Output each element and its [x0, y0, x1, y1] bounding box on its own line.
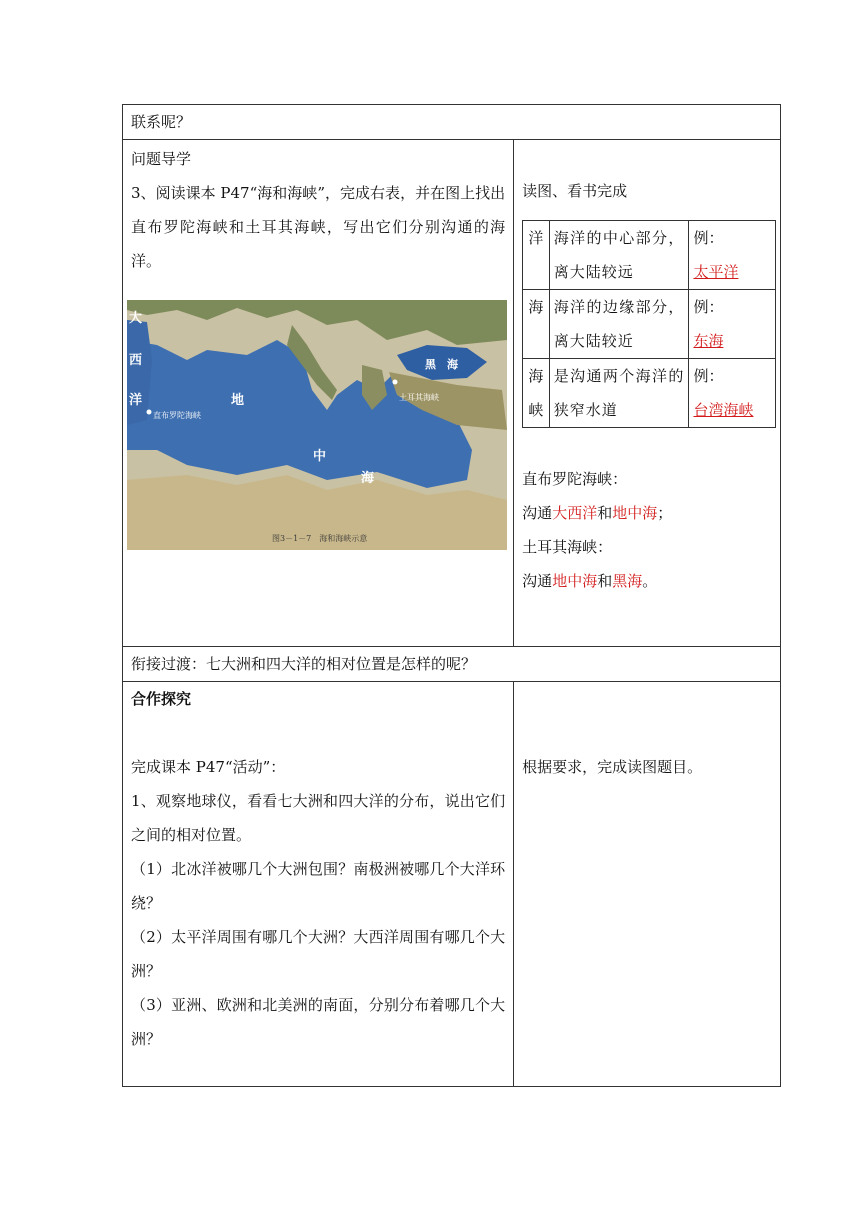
desc-cell: 海洋的中心部分，离大陆较远 [549, 221, 689, 290]
right-intro: 读图、看书完成 [522, 182, 628, 200]
map-label-hai: 海 [361, 471, 375, 486]
map-label-di: 地 [231, 393, 245, 408]
transition-text: 衔接过渡：七大洲和四大洋的相对位置是怎样的呢？ [131, 655, 477, 673]
section-heading: 问题导学 [131, 150, 192, 168]
term-cell: 洋 [523, 221, 550, 290]
transition-row [123, 647, 781, 682]
question-3-text: 3、阅读课本 P47“海和海峡”，完成右表，并在图上找出直布罗陀海峡和土耳其海峡，写出它们分别沟通的海洋。 [131, 184, 506, 270]
gibraltar-answer: 沟通大西洋和地中海； [522, 504, 673, 522]
map-label-black-sea: 黑 海 [425, 358, 458, 371]
question-1: 1、观察地球仪，看看七大洲和四大洋的分布，说出它们之间的相对位置。 [131, 792, 506, 844]
continued-text: 联系呢？ [131, 113, 192, 131]
example-cell [689, 290, 776, 359]
term-cell: 海 [523, 290, 550, 359]
answer-cell [514, 140, 781, 647]
example-answer: 东海 [693, 332, 724, 350]
section2-heading: 合作探究 [131, 690, 192, 708]
activity-right-text: 根据要求，完成读图题目。 [522, 758, 703, 776]
example-label: 例： [693, 229, 724, 247]
activity-intro: 完成课本 P47“活动”： [131, 758, 286, 776]
sea-terms-table [522, 220, 776, 428]
turkey-label: 土耳其海峡： [522, 538, 613, 556]
map-label-xi: 西 [129, 353, 143, 368]
map-label-da: 大 [129, 311, 143, 326]
desc-cell: 是沟通两个海洋的狭窄水道 [549, 359, 689, 428]
table-row [523, 221, 776, 290]
gibraltar-label: 直布罗陀海峡： [522, 470, 628, 488]
map-caption: 图3－1－7 海和海峡示意 [272, 534, 368, 543]
map-label-yang: 洋 [129, 393, 143, 408]
example-answer: 台湾海峡 [693, 401, 754, 419]
sea-strait-map [127, 300, 507, 550]
table-row [523, 290, 776, 359]
question-1b: （2）太平洋周围有哪几个大洲？大西洋周围有哪几个大洲？ [131, 928, 506, 980]
question-1a: （1）北冰洋被哪几个大洲包围？南极洲被哪几个大洋环绕？ [131, 860, 506, 912]
example-cell [689, 359, 776, 428]
continued-row [123, 105, 781, 140]
example-answer: 太平洋 [693, 263, 739, 281]
turkey-answer: 沟通地中海和黑海。 [522, 572, 658, 590]
question-guide-cell [123, 140, 514, 647]
cooperative-inquiry-cell [123, 682, 514, 1087]
map-label-turkey: 土耳其海峡 [399, 393, 439, 402]
term-cell: 海峡 [523, 359, 550, 428]
question-1c: （3）亚洲、欧洲和北美洲的南面，分别分布着哪几个大洲？ [131, 996, 506, 1048]
map-label-gibraltar: 直布罗陀海峡 [153, 411, 201, 420]
map-label-zhong: 中 [313, 449, 327, 464]
desc-cell: 海洋的边缘部分，离大陆较近 [549, 290, 689, 359]
example-label: 例： [693, 298, 724, 316]
lesson-table [122, 104, 781, 1087]
example-label: 例： [693, 367, 724, 385]
activity-answer-cell [514, 682, 781, 1087]
table-row [523, 359, 776, 428]
example-cell [689, 221, 776, 290]
